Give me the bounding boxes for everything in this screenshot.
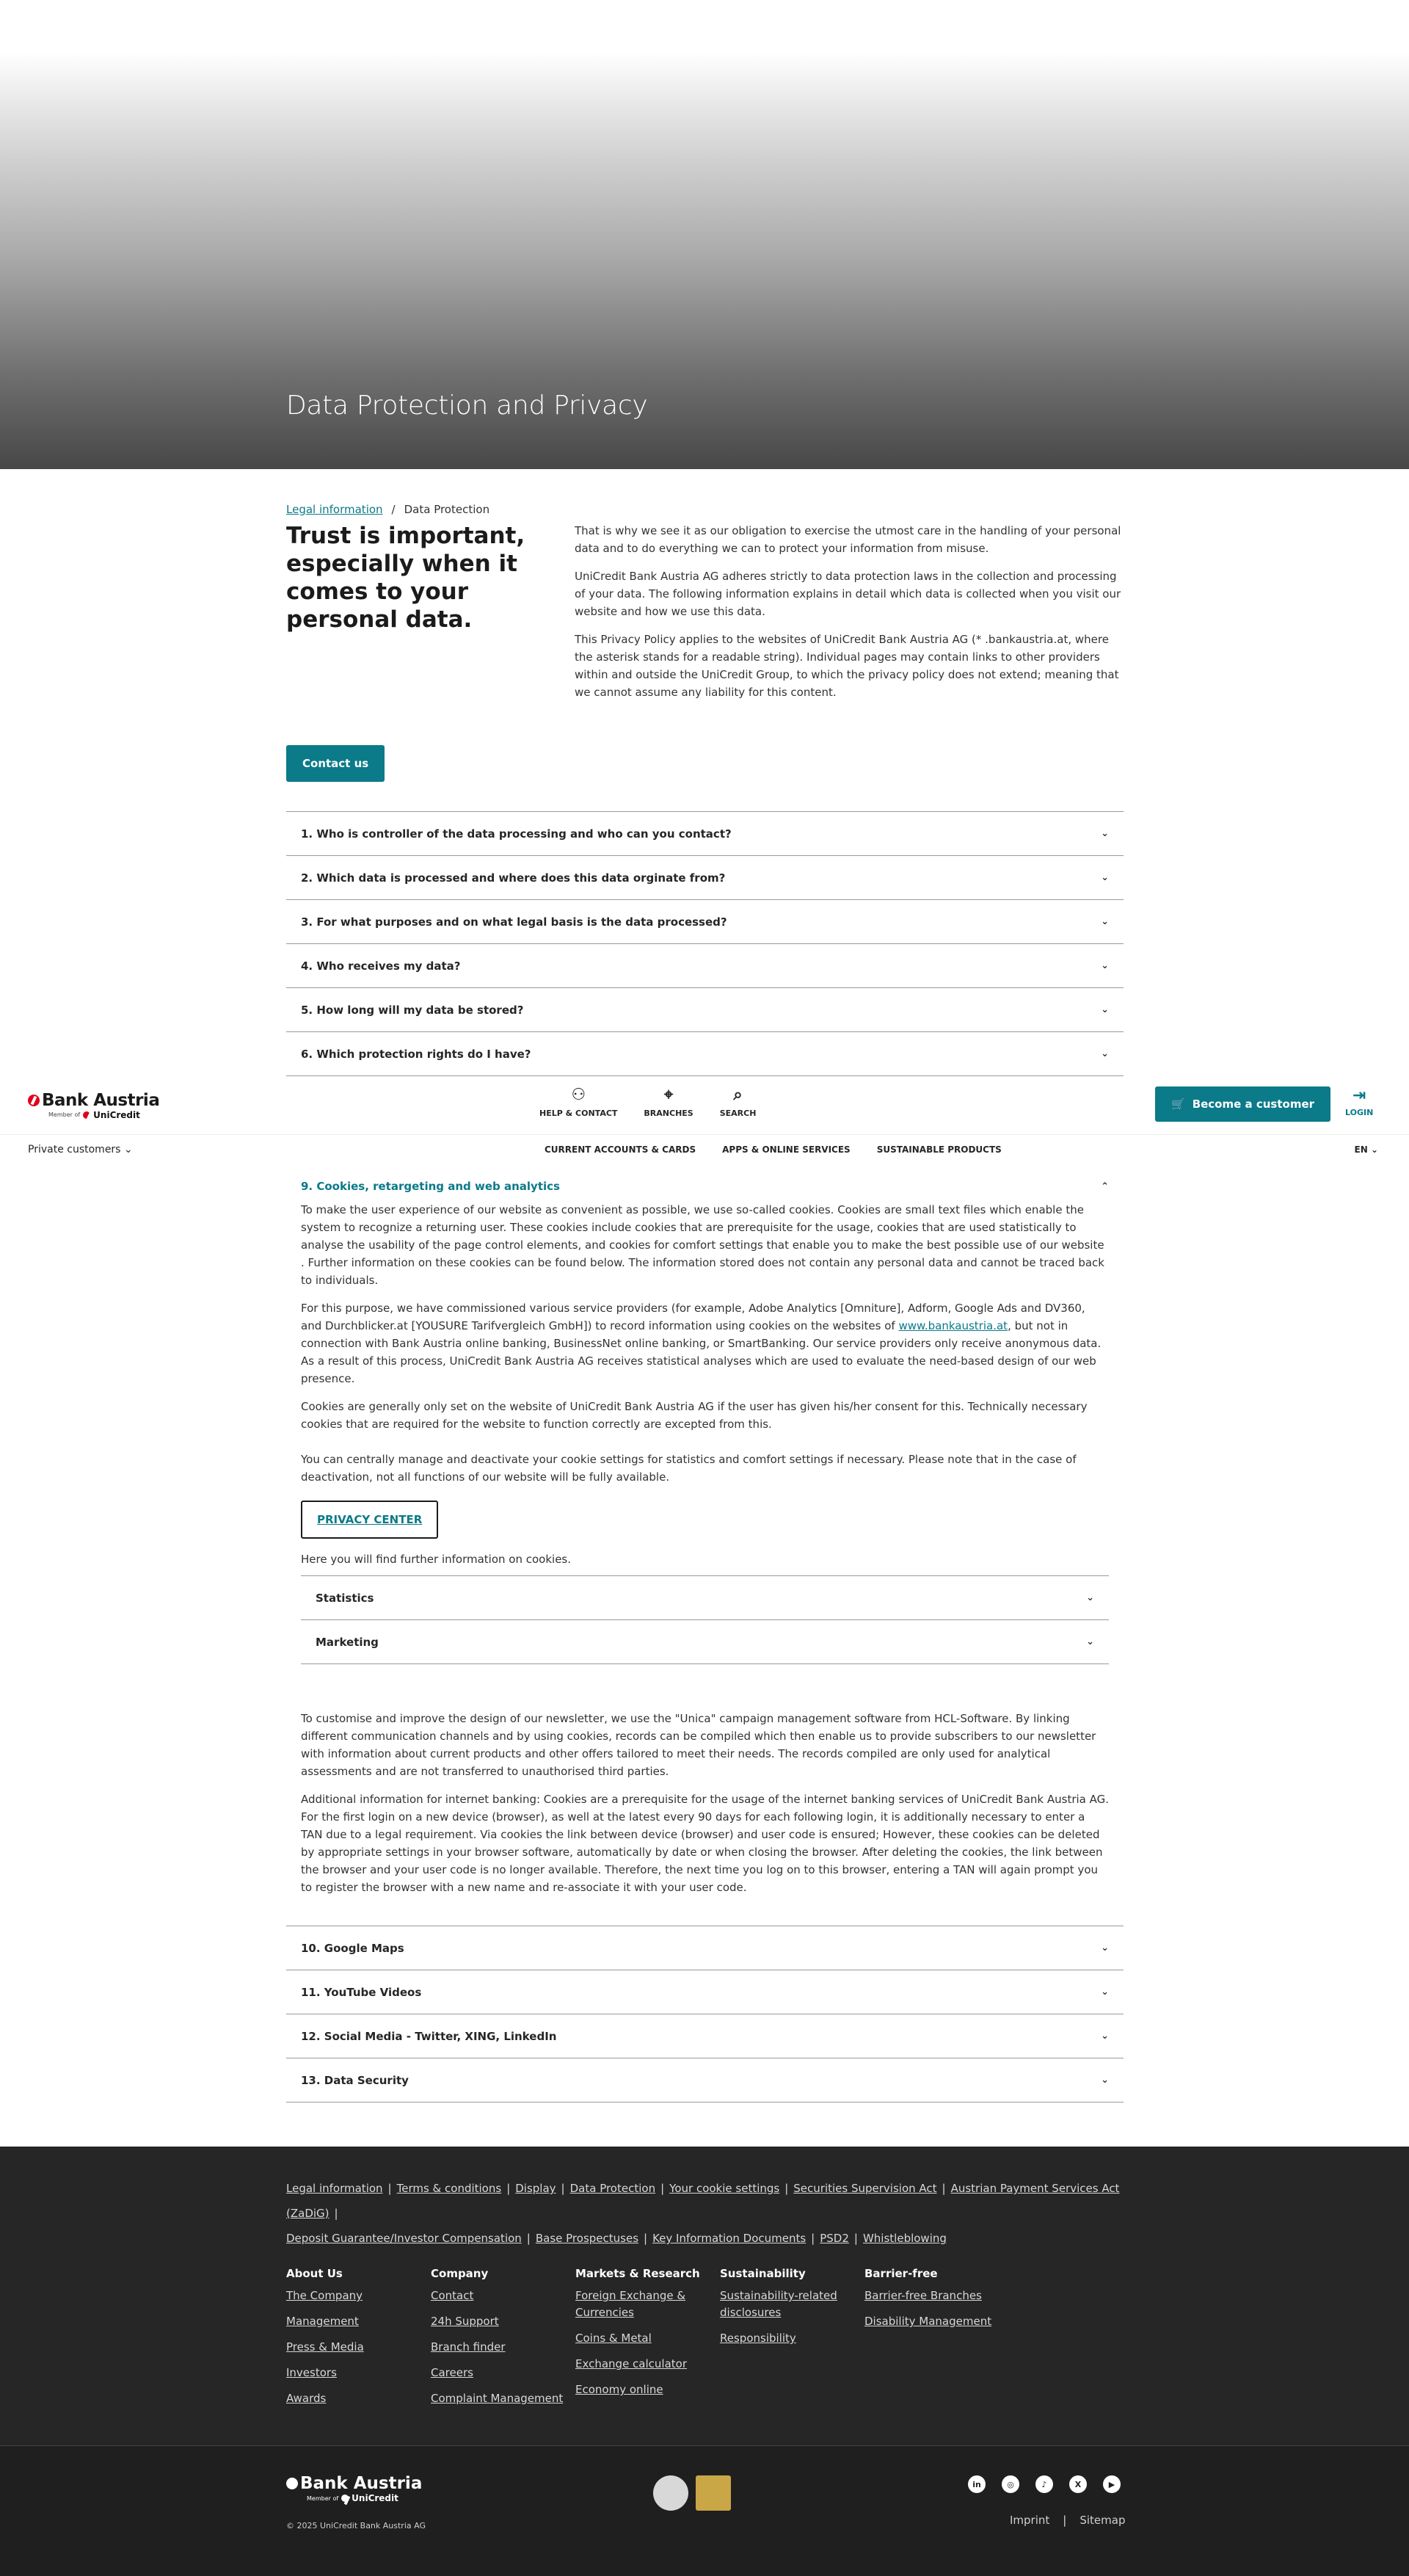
- footer-column-title: Sustainability: [720, 2267, 806, 2280]
- footer-link[interactable]: Data Protection: [569, 2182, 656, 2195]
- footer-column-title: Company: [431, 2267, 489, 2280]
- sitemap-link[interactable]: Sitemap: [1079, 2514, 1126, 2527]
- accordion-item-label: 11. YouTube Videos: [301, 1985, 422, 1999]
- accordion-item-statistics[interactable]: [301, 1576, 1109, 1620]
- content-paragraph: Additional information for internet banking: Cookies are a prerequisite for the usage of the internet banking services of UniCredit Bank Austria AG. For the first login on a new device (browser), as well at the latest every 90 days for each following login, it is additionally necessary to enter a TAN due to a legal requirement. Via cookies the link between device (browser) and user code is ensured; However, these cookies can be deleted by appropriate settings in your browser software, automatically by date or when closing the browser. After deleting the cookies, the link between the browser and your user code is no longer available. Therefore, the next time you log on to this browser, entering a TAN will again prompt you to register the browser with a new name and re-associate it with your user code.: [301, 1793, 1110, 1894]
- nav-help-contact[interactable]: [539, 1086, 617, 1118]
- footer-column-barrier-free: [864, 2267, 1009, 2416]
- chevron-down-icon: ⌄: [1101, 1004, 1109, 1015]
- footer-column-about: [286, 2267, 431, 2416]
- footer-link[interactable]: Exchange calculator: [575, 2357, 688, 2370]
- accordion-item[interactable]: [286, 2058, 1124, 2102]
- certification-seal-icon: [653, 2475, 688, 2511]
- language-selector[interactable]: [1355, 1144, 1379, 1155]
- separator: |: [644, 2232, 648, 2245]
- separator: |: [1063, 2514, 1067, 2527]
- nav-search[interactable]: [720, 1086, 757, 1118]
- instagram-icon[interactable]: ◎: [1002, 2475, 1019, 2493]
- intro-section: [286, 522, 1124, 711]
- footer-link[interactable]: Terms & conditions: [396, 2182, 502, 2195]
- content-paragraph: [301, 1299, 1109, 1387]
- accordion-bottom: [286, 1926, 1124, 2102]
- bank-austria-logo[interactable]: [28, 1091, 159, 1120]
- nav-label: BRANCHES: [644, 1109, 693, 1118]
- accordion-item-label: 2. Which data is processed and where does this data orginate from?: [301, 871, 726, 885]
- footer-link[interactable]: Economy online: [575, 2383, 663, 2396]
- chevron-down-icon: ⌄: [1101, 1942, 1109, 1953]
- footer-link[interactable]: Foreign Exchange & Currencies: [575, 2289, 686, 2319]
- copyright: © 2025 UniCredit Bank Austria AG: [286, 2521, 426, 2530]
- accordion-item-label: 12. Social Media - Twitter, XING, LinkedIn: [301, 2029, 557, 2043]
- chevron-down-icon: ⌄: [1101, 872, 1109, 883]
- footer-link[interactable]: Management: [286, 2315, 359, 2328]
- award-badge-icon: [696, 2475, 731, 2511]
- breadcrumb-current: Data Protection: [404, 503, 490, 516]
- footer-link[interactable]: Whistleblowing: [862, 2232, 947, 2245]
- accordion-item-label: 13. Data Security: [301, 2073, 409, 2087]
- chevron-down-icon: ⌄: [1370, 1144, 1378, 1155]
- footer-link[interactable]: Base Prospectuses: [535, 2232, 639, 2245]
- footer-link[interactable]: Deposit Guarantee/Investor Compensation: [286, 2232, 522, 2245]
- footer-column-title: Barrier-free: [864, 2267, 938, 2280]
- footer-link[interactable]: PSD2: [820, 2232, 849, 2245]
- separator: |: [506, 2182, 511, 2195]
- footer-link[interactable]: Contact: [431, 2289, 474, 2302]
- site-footer: [0, 2147, 1409, 2576]
- footer-link[interactable]: Key Information Documents: [652, 2232, 807, 2245]
- logo-member-of: Member of: [48, 1111, 81, 1118]
- separator: |: [811, 2232, 815, 2245]
- section-content: [286, 1201, 1124, 1896]
- footer-link[interactable]: Awards: [286, 2392, 327, 2405]
- accordion-item-label: 6. Which protection rights do I have?: [301, 1047, 531, 1061]
- footer-link[interactable]: Your cookie settings: [669, 2182, 780, 2195]
- footer-link[interactable]: Securities Supervision Act: [793, 2182, 937, 2195]
- header-subbar: [0, 1135, 1409, 1164]
- accordion-item-marketing[interactable]: [301, 1620, 1109, 1664]
- accordion-item-label: 4. Who receives my data?: [301, 959, 461, 973]
- footer-link[interactable]: Press & Media: [286, 2340, 364, 2354]
- certification-badges: [653, 2475, 731, 2511]
- login-button[interactable]: [1345, 1086, 1373, 1117]
- content-paragraph: To make the user experience of our website as convenient as possible, we use so-called cookies. Cookies are small text files which enable the system to recognize a returning user. These cookies include cookies that are prerequisite for the usage, cookies that are used statistically to analyse the usability of the page control elements, and cookies for comfort settings that enable you to make the best possible use of our website . Further information on these cookies can be found below. The information stored does not contain any personal data and cannot be traced back to individuals.: [301, 1203, 1104, 1287]
- sub-nav: [545, 1144, 1002, 1155]
- footer-columns: [286, 2267, 1124, 2445]
- footer-column-company: [431, 2267, 575, 2416]
- chevron-down-icon: ⌄: [1101, 2031, 1109, 2042]
- separator: |: [526, 2232, 531, 2245]
- youtube-icon[interactable]: ▶: [1103, 2475, 1121, 2493]
- footer-link[interactable]: 24h Support: [431, 2315, 499, 2328]
- accordion-item[interactable]: [286, 1032, 1124, 1076]
- privacy-center-button[interactable]: PRIVACY CENTER: [301, 1501, 438, 1539]
- accordion-top: [286, 811, 1124, 1076]
- accordion-item[interactable]: [286, 944, 1124, 988]
- footer-link[interactable]: Responsibility: [720, 2332, 796, 2345]
- accordion-item[interactable]: [286, 988, 1124, 1032]
- accordion-item[interactable]: [286, 856, 1124, 900]
- footer-column-sustainability: [720, 2267, 864, 2416]
- footer-link[interactable]: Disability Management: [864, 2315, 992, 2328]
- logo-member-of: Member of: [307, 2495, 339, 2502]
- logo-brand: Bank Austria: [42, 1090, 160, 1110]
- intro-heading: Trust is important, especially when it comes to your personal data.: [286, 523, 525, 633]
- social-links: [968, 2475, 1121, 2493]
- login-label: LOGIN: [1345, 1108, 1374, 1117]
- chevron-down-icon: ⌄: [1101, 916, 1109, 927]
- chevron-down-icon: ⌄: [1101, 960, 1109, 971]
- segment-label: Private customers: [28, 1144, 121, 1155]
- chevron-down-icon: ⌄: [123, 1144, 133, 1155]
- footer-link[interactable]: Coins & Metal: [575, 2332, 652, 2345]
- language-label: EN: [1354, 1144, 1368, 1155]
- logo-unicredit: UniCredit: [93, 1109, 140, 1120]
- nav-branches[interactable]: [644, 1086, 693, 1118]
- separator: |: [334, 2207, 338, 2220]
- cookie-accordion: [301, 1575, 1109, 1664]
- hero-banner: [0, 0, 1409, 469]
- accordion-item-expanded[interactable]: [286, 1172, 1124, 1201]
- linkedin-icon[interactable]: in: [968, 2475, 986, 2493]
- header-topbar: [0, 1076, 1409, 1135]
- cart-icon: 🛒: [1171, 1097, 1185, 1111]
- text-span: , but not in connection with Bank Austria online banking, BusinessNet online banking, or SmartBanking. Our service providers only receive anonymous data.: [301, 1319, 1102, 1350]
- footer-link[interactable]: The Company: [286, 2289, 363, 2302]
- unicredit-mark-icon: [83, 1111, 90, 1119]
- content-paragraph: Cookies are generally only set on the website of UniCredit Bank Austria AG if the user has given his/her consent for this. Technically necessary cookies that are required for the website to function correctly are excepted from this.: [301, 1400, 1088, 1431]
- footer-link[interactable]: Investors: [286, 2366, 337, 2379]
- footer-link[interactable]: Sustainability-related disclosures: [720, 2289, 837, 2319]
- content-paragraph: Here you will find further information on cookies.: [301, 1553, 572, 1566]
- imprint-link[interactable]: Imprint: [1010, 2514, 1050, 2527]
- footer-legal-links: [286, 2176, 1124, 2251]
- accordion-item-label: 3. For what purposes and on what legal basis is the data processed?: [301, 915, 727, 929]
- accordion-item[interactable]: [286, 2014, 1124, 2058]
- chevron-down-icon: ⌄: [1086, 1636, 1094, 1647]
- logo-brand: Bank Austria: [300, 2474, 423, 2493]
- intro-paragraph: UniCredit Bank Austria AG adheres strictly to data protection laws in the collection and processing of your data. The following information explains in detail which data is collected when you visit our website and how we use this data.: [575, 570, 1121, 618]
- accordion-item-label: 9. Cookies, retargeting and web analytics: [301, 1180, 560, 1193]
- footer-logo[interactable]: [286, 2474, 422, 2503]
- separator: |: [561, 2182, 565, 2195]
- unicredit-mark-icon: [28, 1095, 40, 1106]
- accordion-item-label: Statistics: [316, 1591, 374, 1605]
- accordion-item[interactable]: [286, 1926, 1124, 1970]
- footer-column-title: Markets & Research: [575, 2267, 700, 2280]
- nav-label: SEARCH: [719, 1109, 757, 1118]
- become-customer-label: Become a customer: [1192, 1097, 1315, 1111]
- chevron-down-icon: ⌄: [1101, 1048, 1109, 1059]
- accordion-item-label: Marketing: [316, 1635, 379, 1649]
- accordion-item[interactable]: [286, 900, 1124, 944]
- search-icon: ⌕: [733, 1086, 743, 1104]
- accordion-item-label: 1. Who is controller of the data processing and who can you contact?: [301, 827, 732, 841]
- expanded-section: [286, 1172, 1124, 2102]
- footer-column-title: About Us: [286, 2267, 343, 2280]
- content-paragraph: You can centrally manage and deactivate your cookie settings for statistics and comfort settings if necessary. Please note that in the case of deactivation, not all functions of our website will be fully available.: [301, 1453, 1077, 1484]
- intro-paragraph: This Privacy Policy applies to the websites of UniCredit Bank Austria AG (* .bankaustria.at, where the asterisk stands for a readable string). Individual pages may contain links to other providers within and outside the UniCredit Group, to which the privacy policy does not extend; meaning that we cannot assume any liability for this content.: [575, 633, 1119, 699]
- breadcrumb-separator: /: [391, 503, 396, 516]
- breadcrumb: [286, 469, 1124, 528]
- footer-column-markets: [575, 2267, 720, 2416]
- help-contact-icon: ⚇: [571, 1086, 586, 1104]
- content-paragraph: To customise and improve the design of our newsletter, we use the "Unica" campaign management software from HCL-Software. By linking different communication channels and by using cookies, records can be compiled which then enable us to provide subscribers to our newsletter with information about current products and other offers tailored to meet their needs. The records compiled are only used for analytical assessments and are not transferred to unauthorised third parties.: [301, 1712, 1096, 1778]
- intro-paragraph: That is why we see it as our obligation to exercise the utmost care in the handling of your personal data and to do everything we can to protect your information from misuse.: [575, 524, 1121, 555]
- subnav-apps-online[interactable]: APPS & ONLINE SERVICES: [722, 1144, 851, 1155]
- accordion-item-label: 5. How long will my data be stored?: [301, 1003, 524, 1017]
- breadcrumb-link-legal[interactable]: Legal information: [286, 503, 383, 516]
- site-header: [0, 1076, 1409, 1164]
- contact-us-button[interactable]: Contact us: [286, 745, 385, 782]
- separator: |: [784, 2182, 789, 2195]
- accordion-item[interactable]: [286, 1970, 1124, 2014]
- text-span: For this purpose, we have commissioned various service providers (for example, Adobe Analytics [Omniture], Adform, Google Ads and DV360, and Durchblicker.at [YOUSURE Tarifvergleich GmbH]) to record information using cookies on the websites of: [301, 1302, 1085, 1332]
- footer-link[interactable]: Careers: [431, 2366, 473, 2379]
- text-span: As a result of this process, UniCredit Bank Austria AG receives statistical analyses which are used to evaluate the need-based design of our web presence.: [301, 1354, 1096, 1385]
- footer-link[interactable]: Complaint Management: [431, 2392, 564, 2405]
- footer-link[interactable]: Legal information: [286, 2182, 383, 2195]
- accordion-item-label: 10. Google Maps: [301, 1941, 404, 1955]
- unicredit-mark-icon: [341, 2495, 349, 2502]
- login-icon: ⇥: [1352, 1086, 1366, 1105]
- intro-text: [575, 522, 1124, 711]
- separator: |: [942, 2182, 946, 2195]
- subnav-accounts-cards[interactable]: CURRENT ACCOUNTS & CARDS: [545, 1144, 696, 1155]
- become-customer-button[interactable]: [1155, 1086, 1330, 1122]
- separator: |: [853, 2232, 858, 2245]
- tiktok-icon[interactable]: ♪: [1035, 2475, 1053, 2493]
- nav-label: HELP & CONTACT: [539, 1109, 618, 1118]
- separator: |: [387, 2182, 392, 2195]
- separator: |: [660, 2182, 665, 2195]
- x-twitter-icon[interactable]: X: [1069, 2475, 1087, 2493]
- footer-link[interactable]: Austrian Payment Services Act (ZaDiG): [286, 2182, 1120, 2220]
- subnav-sustainable[interactable]: SUSTAINABLE PRODUCTS: [876, 1144, 1002, 1155]
- accordion-item[interactable]: [286, 812, 1124, 856]
- header-nav: [539, 1086, 756, 1118]
- page-title: Data Protection and Privacy: [286, 391, 648, 421]
- chevron-down-icon: ⌄: [1086, 1592, 1094, 1603]
- location-pin-icon: ⌖: [663, 1086, 674, 1104]
- footer-link[interactable]: Display: [515, 2182, 556, 2195]
- chevron-up-icon: ⌃: [1101, 1180, 1109, 1192]
- footer-bottom-links: [1010, 2514, 1125, 2527]
- footer-link[interactable]: Branch finder: [431, 2340, 506, 2354]
- segment-selector[interactable]: [28, 1144, 133, 1155]
- chevron-down-icon: ⌄: [1101, 1987, 1109, 1998]
- footer-bottom: [0, 2445, 1409, 2576]
- bankaustria-link[interactable]: www.bankaustria.at: [898, 1319, 1008, 1332]
- unicredit-mark-icon: [286, 2478, 298, 2489]
- logo-unicredit: UniCredit: [352, 2493, 398, 2503]
- chevron-down-icon: ⌄: [1101, 828, 1109, 839]
- footer-link[interactable]: Barrier-free Branches: [864, 2289, 982, 2302]
- chevron-down-icon: ⌄: [1101, 2075, 1109, 2086]
